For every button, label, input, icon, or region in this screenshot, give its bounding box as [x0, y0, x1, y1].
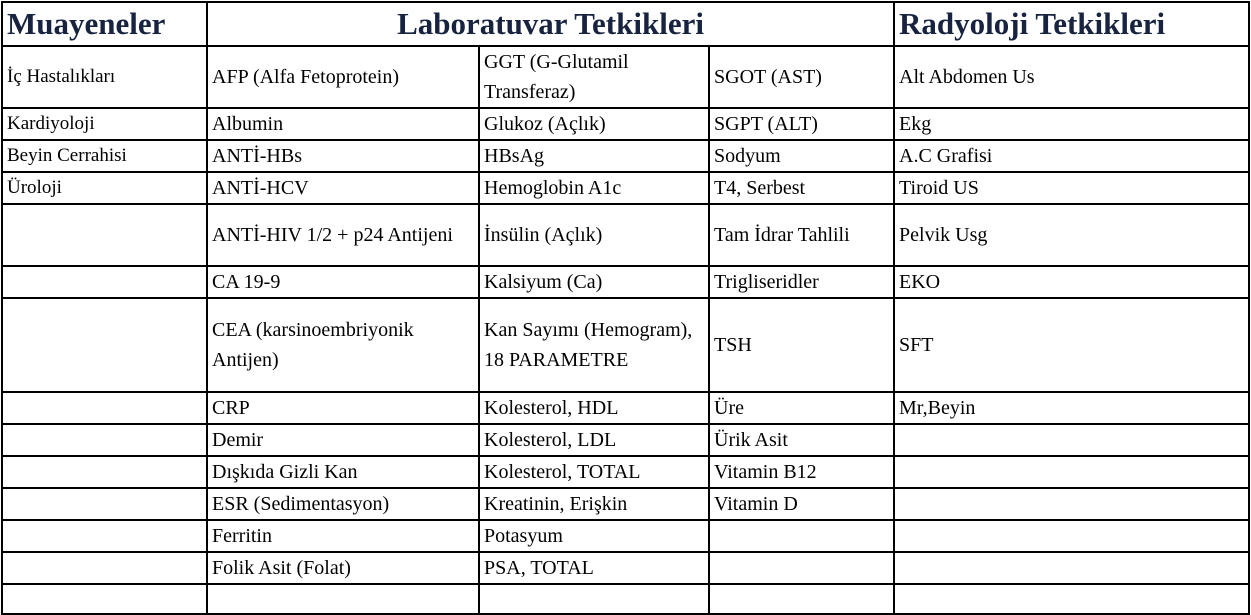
muayene-cell: Beyin Cerrahisi [2, 140, 207, 172]
radyoloji-cell: A.C Grafisi [894, 140, 1249, 172]
radyoloji-cell: SFT [894, 298, 1249, 392]
radyoloji-cell [894, 552, 1249, 584]
radyoloji-cell: Tiroid US [894, 172, 1249, 204]
radyoloji-cell [894, 584, 1249, 614]
table-row [2, 266, 1249, 298]
lab-cell-1: Demir [207, 424, 479, 456]
header-muayeneler: Muayeneler [2, 2, 207, 46]
lab-cell-2: Glukoz (Açlık) [479, 108, 709, 140]
muayene-cell [2, 520, 207, 552]
muayene-cell [2, 298, 207, 392]
table-row [2, 298, 1249, 392]
lab-cell-3: Ürik Asit [709, 424, 894, 456]
lab-cell-3: T4, Serbest [709, 172, 894, 204]
lab-cell-1: CRP [207, 392, 479, 424]
table-row [2, 46, 1249, 108]
muayene-cell [2, 204, 207, 266]
lab-cell-1: CA 19-9 [207, 266, 479, 298]
exam-table [1, 1, 1250, 615]
lab-cell-1: Dışkıda Gizli Kan [207, 456, 479, 488]
table-body [2, 46, 1249, 614]
muayene-cell: Üroloji [2, 172, 207, 204]
lab-cell-2: GGT (G-Glutamil Transferaz) [479, 46, 709, 108]
lab-cell-3 [709, 552, 894, 584]
radyoloji-cell: Alt Abdomen Us [894, 46, 1249, 108]
lab-cell-1: ANTİ-HCV [207, 172, 479, 204]
radyoloji-cell [894, 456, 1249, 488]
muayene-cell [2, 456, 207, 488]
table-row [2, 204, 1249, 266]
lab-cell-3: SGOT (AST) [709, 46, 894, 108]
table-row [2, 392, 1249, 424]
table-row [2, 424, 1249, 456]
muayene-cell [2, 584, 207, 614]
header-row [2, 2, 1249, 46]
lab-cell-1: AFP (Alfa Fetoprotein) [207, 46, 479, 108]
lab-cell-1: Albumin [207, 108, 479, 140]
muayene-cell: Kardiyoloji [2, 108, 207, 140]
lab-cell-2: HBsAg [479, 140, 709, 172]
muayene-cell [2, 266, 207, 298]
header-radyoloji: Radyoloji Tetkikleri [894, 2, 1249, 46]
lab-cell-1: Folik Asit (Folat) [207, 552, 479, 584]
radyoloji-cell: Pelvik Usg [894, 204, 1249, 266]
lab-cell-2: Kan Sayımı (Hemogram), 18 PARAMETRE [479, 298, 709, 392]
muayene-cell [2, 488, 207, 520]
lab-cell-2: Potasyum [479, 520, 709, 552]
table-row [2, 488, 1249, 520]
lab-cell-2 [479, 584, 709, 614]
table-row [2, 520, 1249, 552]
table-row [2, 108, 1249, 140]
radyoloji-cell [894, 520, 1249, 552]
radyoloji-cell [894, 424, 1249, 456]
lab-cell-2: Kolesterol, HDL [479, 392, 709, 424]
lab-cell-3 [709, 520, 894, 552]
lab-cell-2: Kreatinin, Erişkin [479, 488, 709, 520]
radyoloji-cell: Mr,Beyin [894, 392, 1249, 424]
muayene-cell: İç Hastalıkları [2, 46, 207, 108]
lab-cell-1: CEA (karsinoembriyonik Antijen) [207, 298, 479, 392]
lab-cell-3: Trigliseridler [709, 266, 894, 298]
lab-cell-3 [709, 584, 894, 614]
lab-cell-2: PSA, TOTAL [479, 552, 709, 584]
lab-cell-3: Vitamin D [709, 488, 894, 520]
table-row [2, 456, 1249, 488]
lab-cell-3: Sodyum [709, 140, 894, 172]
muayene-cell [2, 552, 207, 584]
radyoloji-cell: EKO [894, 266, 1249, 298]
radyoloji-cell: Ekg [894, 108, 1249, 140]
lab-cell-1 [207, 584, 479, 614]
lab-cell-2: Kolesterol, TOTAL [479, 456, 709, 488]
lab-cell-1: ANTİ-HBs [207, 140, 479, 172]
table-row [2, 584, 1249, 614]
lab-cell-3: Üre [709, 392, 894, 424]
lab-cell-1: ESR (Sedimentasyon) [207, 488, 479, 520]
muayene-cell [2, 424, 207, 456]
lab-cell-3: Vitamin B12 [709, 456, 894, 488]
lab-cell-2: Kolesterol, LDL [479, 424, 709, 456]
lab-cell-2: Hemoglobin A1c [479, 172, 709, 204]
lab-cell-2: İnsülin (Açlık) [479, 204, 709, 266]
lab-cell-2: Kalsiyum (Ca) [479, 266, 709, 298]
lab-cell-1: ANTİ-HIV 1/2 + p24 Antijeni [207, 204, 479, 266]
radyoloji-cell [894, 488, 1249, 520]
table-row [2, 140, 1249, 172]
lab-cell-1: Ferritin [207, 520, 479, 552]
table-row [2, 172, 1249, 204]
table-row [2, 552, 1249, 584]
lab-cell-3: Tam İdrar Tahlili [709, 204, 894, 266]
muayene-cell [2, 392, 207, 424]
lab-cell-3: SGPT (ALT) [709, 108, 894, 140]
lab-cell-3: TSH [709, 298, 894, 392]
header-laboratuvar: Laboratuvar Tetkikleri [207, 2, 894, 46]
